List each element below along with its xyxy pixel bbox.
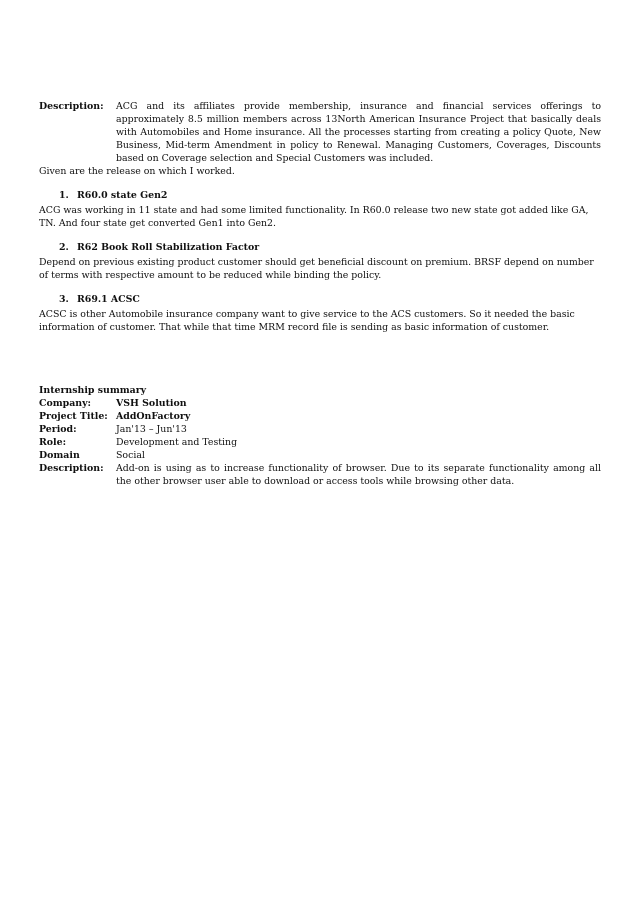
release-title: R62 Book Roll Stabilization Factor [77,242,260,253]
internship-description-value: Add-on is using as to increase functionality of browser. Due to its separate functionality among all the other browser user able to download or access tools while browsing other data. [116,463,601,487]
release-heading [39,241,601,254]
release-text: ACSC is other Automobile insurance company want to give service to the ACS customers. So it needed the basic information of customer. That while that time MRM record file is sending as basic information of customer. [39,309,575,333]
project-title-value: AddOnFactory [116,411,191,422]
project-section [39,100,601,334]
company-row [39,397,601,410]
company-label: Company: [39,398,91,409]
release-number: 2. [59,242,69,253]
internship-heading: Internship summary [39,385,147,396]
domain-value: Social [116,450,145,461]
project-description-row [39,100,601,165]
period-value: Jan'13 – Jun'13 [116,424,187,435]
domain-row [39,449,601,462]
description-text: ACG and its affiliates provide membership, insurance and financial services offerings to approximately 8.5 million members across 13North American Insurance Project that basically deals with Automobiles and Home insurance. All the processes starting from creating a policy Quote, New Business, Mid-term Amendment in policy to Renewal. Managing Customers, Coverages, Discounts based on Coverage selection and Special Customers was included. [116,101,601,164]
project-title-label: Project Title: [39,411,108,422]
role-row [39,436,601,449]
internship-description-row [39,462,601,488]
release-item [39,241,601,282]
release-item [39,293,601,334]
period-row [39,423,601,436]
release-title: R60.0 state Gen2 [77,190,168,201]
description-label: Description: [39,101,104,112]
release-number: 3. [59,294,69,305]
role-label: Role: [39,437,67,448]
release-heading [39,189,601,202]
release-title: R69.1 ACSC [77,294,140,305]
internship-summary [39,384,601,488]
company-value: VSH Solution [116,398,187,409]
domain-label: Domain [39,450,80,461]
release-number: 1. [59,190,69,201]
period-label: Period: [39,424,77,435]
release-heading [39,293,601,306]
release-item [39,189,601,230]
project-title-row [39,410,601,423]
release-text: ACG was working in 11 state and had some limited functionality. In R60.0 release two new state got added like GA, TN. And four state get converted Gen1 into Gen2. [39,205,589,229]
release-text: Depend on previous existing product customer should get beneficial discount on premium. BRSF depend on number of terms with respective amount to be reduced while binding the policy. [39,257,594,281]
role-value: Development and Testing [116,437,238,448]
release-intro: Given are the release on which I worked. [39,166,235,177]
internship-description-label: Description: [39,463,104,474]
